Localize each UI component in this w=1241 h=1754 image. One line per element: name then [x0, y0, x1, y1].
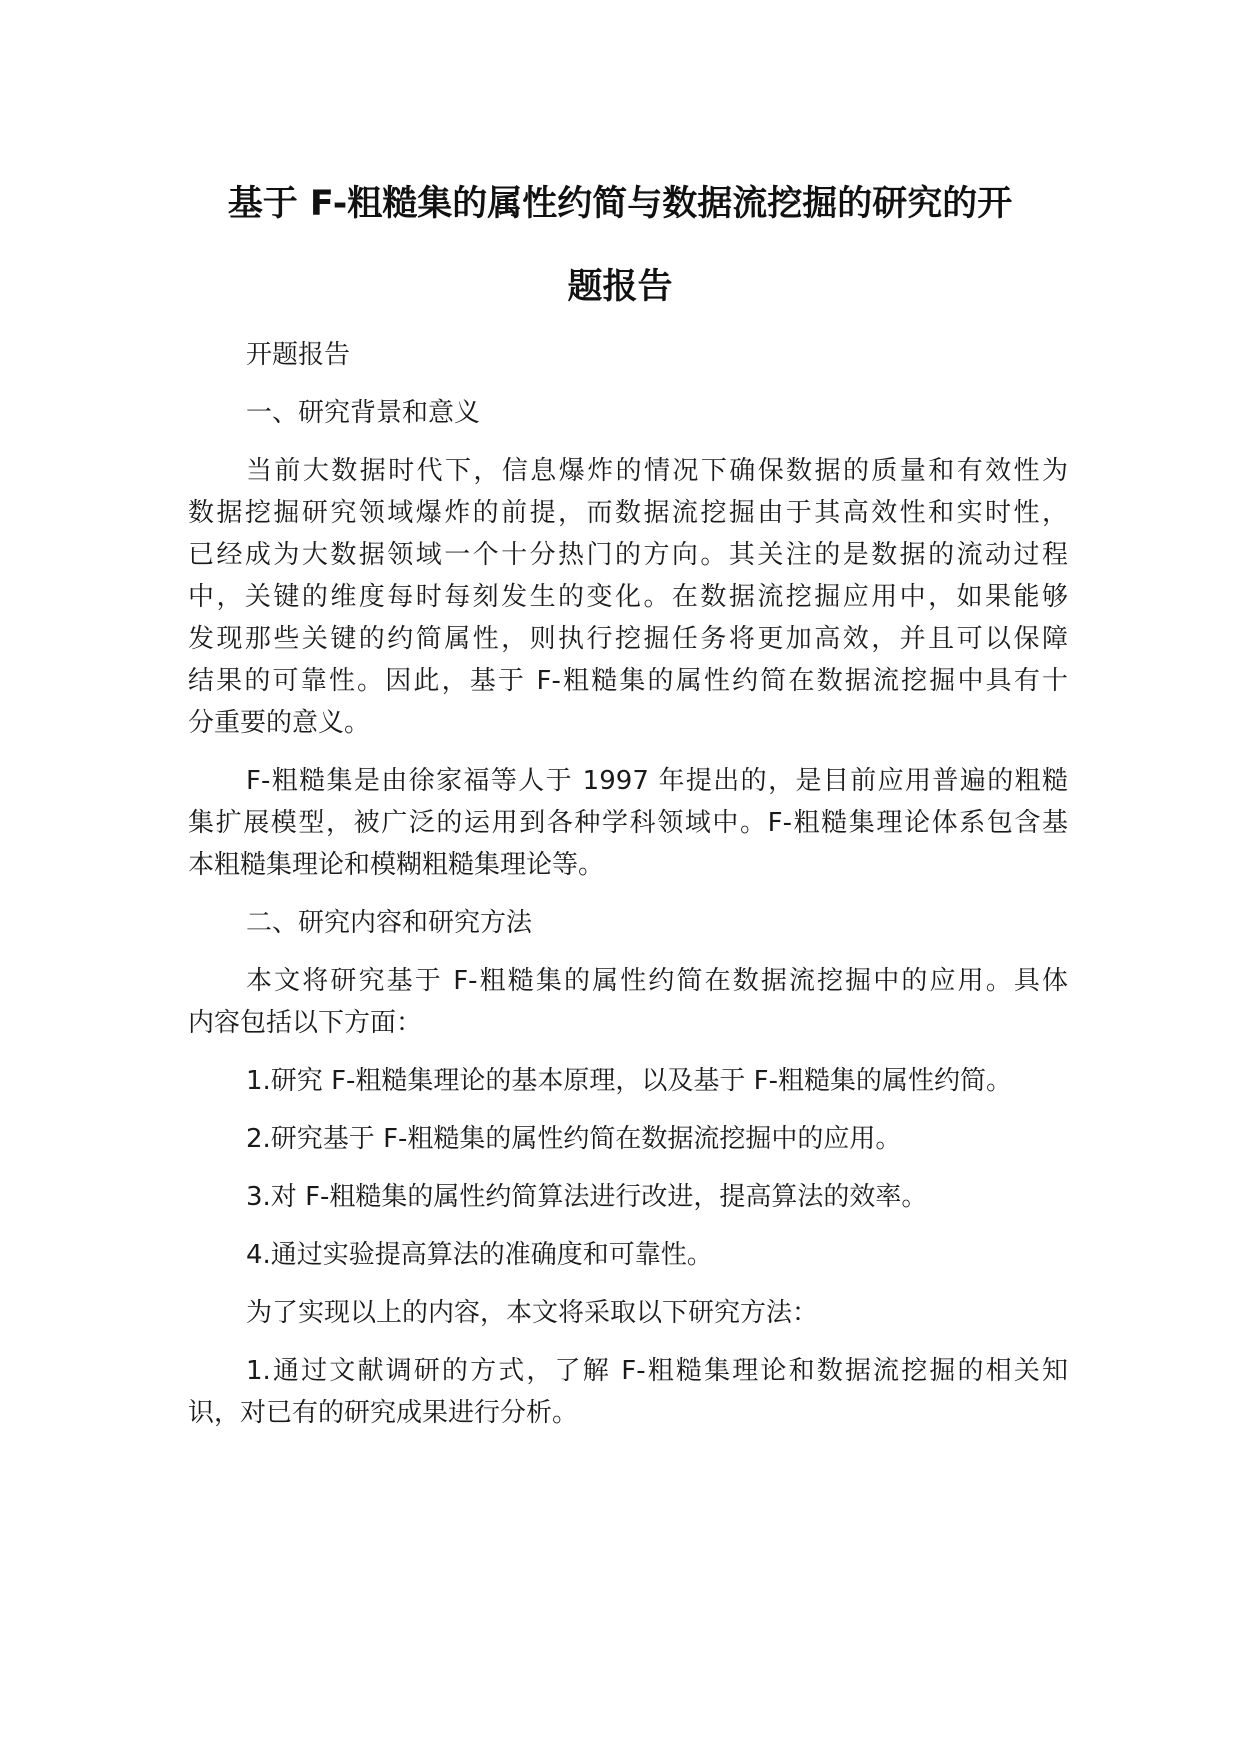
paragraph-line: 数据挖掘研究领域爆炸的前提，而数据流挖掘由于其高效性和实时性， — [188, 498, 1068, 528]
paragraph-line: F-粗糙集是由徐家福等人于 1997 年提出的，是目前应用普遍的粗糙 — [246, 766, 1068, 796]
paragraph-line: 内容包括以下方面： — [188, 1008, 423, 1038]
paragraph-line: 本粗糙集理论和模糊粗糙集理论等。 — [188, 850, 605, 880]
section-heading-methods: 二、研究内容和研究方法 — [246, 908, 533, 938]
list-item-continuation: 识，对已有的研究成果进行分析。 — [188, 1398, 579, 1428]
paragraph-line: 为了实现以上的内容，本文将采取以下研究方法： — [246, 1298, 819, 1328]
paragraph-line: 本文将研究基于 F-粗糙集的属性约简在数据流挖掘中的应用。具体 — [246, 966, 1068, 996]
paragraph-line: 已经成为大数据领域一个十分热门的方向。其关注的是数据的流动过程 — [188, 540, 1068, 570]
paragraph-line: 中，关键的维度每时每刻发生的变化。在数据流挖掘应用中，如果能够 — [188, 582, 1068, 612]
list-item: 1.通过文献调研的方式，了解 F-粗糙集理论和数据流挖掘的相关知 — [246, 1356, 1068, 1386]
paragraph-line: 分重要的意义。 — [188, 708, 371, 738]
paragraph-line: 当前大数据时代下，信息爆炸的情况下确保数据的质量和有效性为 — [246, 456, 1068, 486]
list-item: 2.研究基于 F-粗糙集的属性约简在数据流挖掘中的应用。 — [246, 1124, 902, 1154]
document-title-line-2: 题报告 — [567, 267, 673, 307]
paragraph-line: 集扩展模型，被广泛的运用到各种学科领域中。F-粗糙集理论体系包含基 — [188, 808, 1068, 838]
paragraph-line: 结果的可靠性。因此，基于 F-粗糙集的属性约简在数据流挖掘中具有十 — [188, 666, 1068, 696]
section-label-report: 开题报告 — [246, 340, 351, 370]
paragraph-line: 发现那些关键的约简属性，则执行挖掘任务将更加高效，并且可以保障 — [188, 624, 1068, 654]
document-title-line-1: 基于 F-粗糙集的属性约简与数据流挖掘的研究的开 — [227, 184, 1013, 224]
list-item: 4.通过实验提高算法的准确度和可靠性。 — [246, 1240, 713, 1270]
list-item: 1.研究 F-粗糙集理论的基本原理，以及基于 F-粗糙集的属性约简。 — [246, 1066, 1013, 1096]
list-item: 3.对 F-粗糙集的属性约简算法进行改进，提高算法的效率。 — [246, 1182, 928, 1212]
section-heading-background: 一、研究背景和意义 — [246, 398, 481, 428]
